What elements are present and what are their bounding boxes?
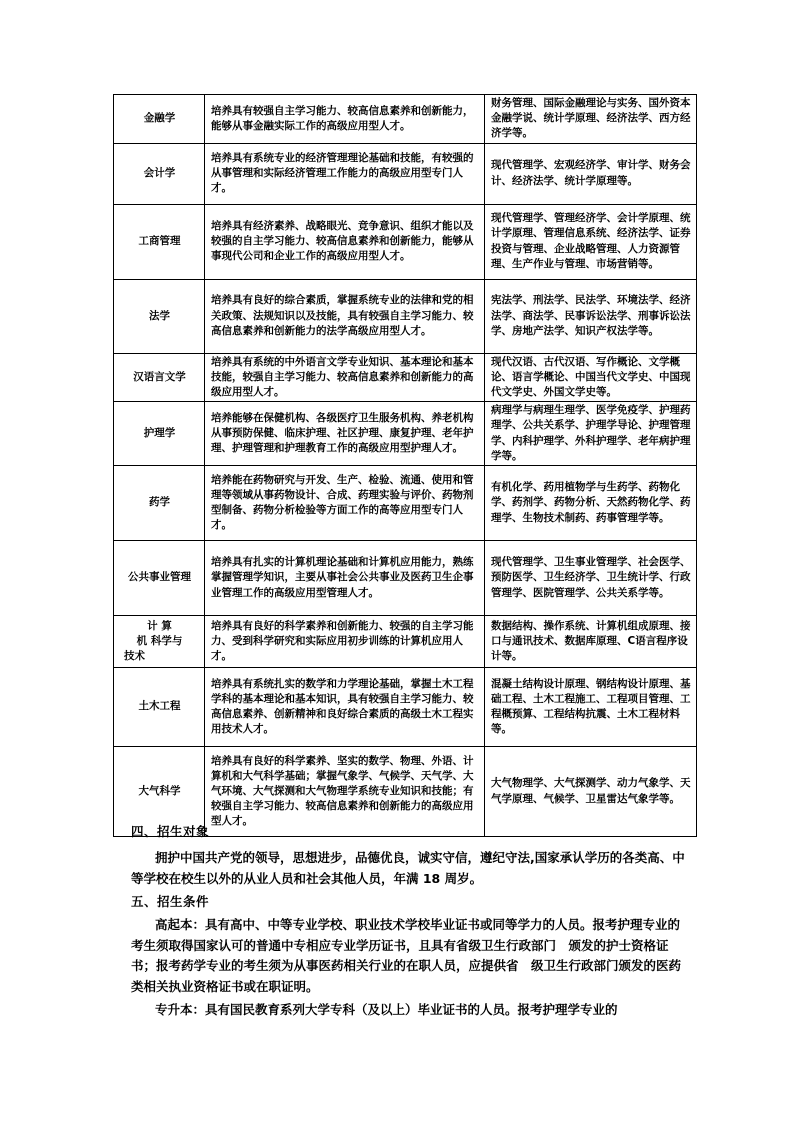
- training-goal-cell: 培养具有系统扎实的数学和力学理论基础，掌握土木工程学科的基本理论和基本知识，具有较强自主学习能力、较高信息素养、创新精神和良好综合素质的高级土木工程实用技术人才。: [205, 668, 485, 747]
- training-goal-cell: 培养能在药物研究与开发、生产、检验、流通、使用和管理等领域从事药物设计、合成、药理实验与评价、药物剂型制备、药物分析检验等方面工作的高等应用型专门人才。: [205, 466, 485, 541]
- main-courses-cell: 现代管理学、宏观经济学、审计学、财务会计、经济法学、统计学原理等。: [485, 143, 697, 204]
- major-name-cell: 药学: [114, 466, 205, 541]
- main-courses-cell: 大气物理学、大气探测学、动力气象学、天气学原理、气候学、卫星雷达气象学等。: [485, 747, 697, 837]
- training-goal-cell: 培养具有良好的科学素养、坚实的数学、物理、外语、计算机和大气科学基础；掌握气象学、气候学、天气学、大气环境、大气探测和大气物理学系统专业知识和技能；有较强自主学习能力、较高信息素养和创新能力的高级应用型人才。: [205, 747, 485, 837]
- main-courses-cell: 宪法学、刑法学、民法学、环境法学、经济法学、商法学、民事诉讼法学、刑事诉讼法学、房地产法学、知识产权法学等。: [485, 279, 697, 353]
- table-row: [114, 204, 697, 279]
- major-name-cell: 护理学: [114, 402, 205, 466]
- main-courses-cell: 现代管理学、管理经济学、会计学原理、统计学原理、管理信息系统、经济法学、证券投资与管理、企业战略管理、人力资源管理、生产作业与管理、市场营销等。: [485, 204, 697, 279]
- major-name-cell: 汉语言文学: [114, 353, 205, 402]
- table-row: [114, 466, 697, 541]
- table-row: [114, 616, 697, 668]
- major-name-cell: [114, 616, 205, 668]
- table-row: [114, 279, 697, 353]
- section-5-text-1: 高起本：具有高中、中等专业学校、职业技术学校毕业证书或同等学力的人员。报考护理专业的考生须取得国家认可的普通中专相应专业学历证书，且具有省级卫生行政部门 颁发的护士资格证书；报考药学专业的考生须为从事医药相关行业的在职人员，应提供省 级卫生行政部门颁发的医药类相关执业资格证书或在职证明。: [131, 917, 682, 994]
- major-name-cell: 会计学: [114, 143, 205, 204]
- section-4-heading: 四、招生对象: [131, 824, 210, 839]
- table-row: [114, 402, 697, 466]
- main-courses-cell: 财务管理、国际金融理论与实务、国外资本金融学说、统计学原理、经济法学、西方经济学等。: [485, 95, 697, 144]
- training-goal-cell: 培养具有较强自主学习能力、较高信息素养和创新能力，能够从事金融实际工作的高级应用型人才。: [205, 95, 485, 144]
- main-courses-cell: 有机化学、药用植物学与生药学、药物化学、药剂学、药物分析、天然药物化学、药理学、生物技术制药、药事管理学等。: [485, 466, 697, 541]
- table-row: [114, 668, 697, 747]
- table-row: [114, 353, 697, 402]
- major-name-cell: 工商管理: [114, 204, 205, 279]
- main-courses-cell: 现代管理学、卫生事业管理学、社会医学、预防医学、卫生经济学、卫生统计学、行政管理学、医院管理学、公共关系学等。: [485, 541, 697, 616]
- main-courses-cell: 混凝土结构设计原理、钢结构设计原理、基础工程、土木工程施工、工程项目管理、工程概预算、工程结构抗震、土木工程材料等。: [485, 668, 697, 747]
- main-courses-cell: 病理学与病理生理学、医学免疫学、护理药理学、公共关系学、护理学导论、护理管理学、内科护理学、外科护理学、老年病护理学等。: [485, 402, 697, 466]
- table-row: [114, 95, 697, 144]
- major-name-cell: 法学: [114, 279, 205, 353]
- major-name-line: 技术: [124, 650, 145, 663]
- training-goal-cell: 培养具有系统的中外语言文学专业知识、基本理论和基本技能，较强自主学习能力、较高信息素养和创新能力的高级应用型人才。: [205, 353, 485, 402]
- table-row: [114, 541, 697, 616]
- training-goal-cell: 培养具有良好的综合素质，掌握系统专业的法律和党的相关政策、法规知识以及技能，具有较强自主学习能力、较高信息素养和创新能力的法学高级应用型人才。: [205, 279, 485, 353]
- major-name-cell: 公共事业管理: [114, 541, 205, 616]
- main-courses-cell: 数据结构、操作系统、计算机组成原理、接口与通讯技术、数据库原理、C语言程序设计等。: [485, 616, 697, 668]
- major-name-cell: 土木工程: [114, 668, 205, 747]
- section-4-text: 拥护中国共产党的领导，思想进步，品德优良，诚实守信，遵纪守法,国家承认学历的各类高、中等学校在校生以外的从业人员和社会其他人员，年满 18 周岁。: [131, 850, 685, 886]
- table-row: [114, 143, 697, 204]
- major-name-cell: 金融学: [114, 95, 205, 144]
- majors-table-body: [114, 95, 697, 837]
- training-goal-cell: 培养具有经济素养、战略眼光、竞争意识、组织才能以及较强的自主学习能力、较高信息素养和创新能力，能够从事现代公司和企业工作的高级应用型人才。: [205, 204, 485, 279]
- major-name-line: 计 算: [147, 619, 172, 632]
- training-goal-cell: 培养具有良好的科学素养和创新能力、较强的自主学习能力、受到科学研究和实际应用初步训练的计算机应用人才。: [205, 616, 485, 668]
- major-name-cell: 大气科学: [114, 747, 205, 837]
- main-courses-cell: 现代汉语、古代汉语、写作概论、文学概论、语言学概论、中国当代文学史、中国现代文学史、外国文学史等。: [485, 353, 697, 402]
- training-goal-cell: 培养具有系统专业的经济管理理论基础和技能，有较强的从事管理和实际经济管理工作能力的高级应用型专门人才。: [205, 143, 485, 204]
- section-5-heading: 五、招生条件: [131, 894, 210, 909]
- majors-table: [113, 94, 697, 837]
- training-goal-cell: 培养能够在保健机构、各级医疗卫生服务机构、养老机构从事预防保健、临床护理、社区护理、康复护理、老年护理、护理管理和护理教育工作的高级应用型护理人才。: [205, 402, 485, 466]
- section-5-text-2: 专升本：具有国民教育系列大学专科（及以上）毕业证书的人员。报考护理学专业的: [155, 1002, 618, 1017]
- training-goal-cell: 培养具有扎实的计算机理论基础和计算机应用能力，熟练掌握管理学知识，主要从事社会公共事业及医药卫生企事业管理工作的高级应用型管理人才。: [205, 541, 485, 616]
- major-name-line: 机 科学与: [136, 634, 183, 647]
